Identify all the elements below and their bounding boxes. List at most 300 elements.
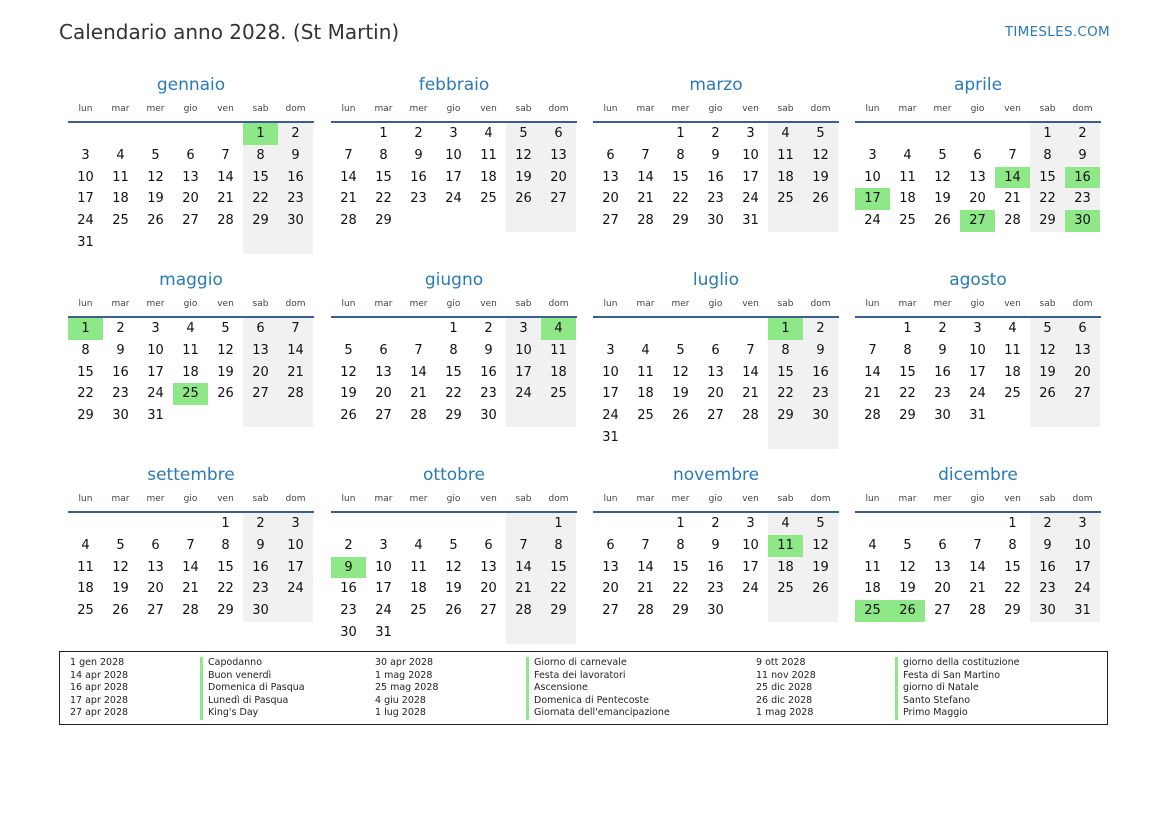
week-row: [68, 600, 314, 622]
day-cell: 28: [410, 408, 427, 424]
day-cell: 14: [969, 559, 986, 575]
month-maggio: [68, 269, 314, 427]
weekday-label: mer: [146, 104, 165, 114]
empty-cell: [768, 600, 803, 622]
weekday-label: mar: [898, 494, 917, 504]
empty-cell: [925, 513, 960, 535]
weekday-label: sab: [1039, 299, 1056, 309]
day-cell: 22: [1004, 581, 1021, 597]
day-cell: 14: [506, 557, 541, 579]
day-cell: 16: [480, 364, 497, 380]
empty-cell: [173, 405, 208, 427]
day-cell: 22: [243, 188, 278, 210]
empty-cell: [995, 405, 1030, 427]
legend-holiday-name: Santo Stefano: [903, 694, 971, 706]
empty-cell: [960, 513, 995, 535]
day-cell: 1: [676, 516, 685, 531]
day-cell: 5: [506, 123, 541, 145]
day-cell: 8: [676, 537, 685, 553]
weekday-label: ven: [480, 494, 497, 504]
weekday-label: mar: [636, 104, 655, 114]
week-row: [593, 188, 839, 210]
legend-date: 25 dic 2028: [756, 682, 813, 694]
day-cell: 15: [217, 559, 234, 575]
day-cell: 27: [541, 188, 576, 210]
weekday-label: gio: [970, 104, 985, 114]
month-name: luglio: [692, 270, 740, 290]
day-cell: 1: [1030, 123, 1065, 145]
day-cell: 6: [973, 147, 982, 163]
legend-holiday-name: Giorno di carnevale: [534, 657, 627, 668]
day-cell: 15: [1004, 559, 1021, 575]
day-cell: 8: [541, 535, 576, 557]
week-row: [855, 188, 1101, 210]
day-cell: 9: [331, 557, 366, 579]
weekday-label: mar: [898, 104, 917, 114]
legend-names: [903, 657, 1019, 720]
day-cell: 5: [938, 147, 947, 163]
day-cell: 5: [803, 123, 838, 145]
day-cell: 27: [707, 408, 724, 424]
day-cell: 1: [243, 123, 278, 145]
day-cell: 6: [938, 537, 947, 553]
month-name: marzo: [689, 75, 743, 95]
empty-cell: [593, 513, 628, 535]
day-cell: 2: [1065, 123, 1100, 145]
day-cell: 5: [903, 537, 912, 553]
day-cell: 22: [217, 581, 234, 597]
day-cell: 4: [641, 342, 650, 358]
day-cell: 15: [672, 559, 689, 575]
weekday-label: ven: [742, 494, 759, 504]
empty-cell: [803, 427, 838, 449]
day-cell: 23: [243, 578, 278, 600]
day-cell: 14: [637, 169, 654, 185]
day-cell: 10: [506, 340, 541, 362]
weekday-label: mar: [374, 494, 393, 504]
weekday-label: lun: [341, 494, 356, 504]
day-cell: 23: [340, 603, 357, 619]
day-cell: 10: [445, 147, 462, 163]
day-grid: [855, 123, 1101, 232]
empty-cell: [541, 622, 576, 644]
day-cell: 9: [1065, 145, 1100, 167]
day-cell: 9: [711, 147, 720, 163]
day-cell: 4: [768, 513, 803, 535]
day-grid: [593, 318, 839, 449]
day-cell: 2: [344, 537, 353, 553]
day-cell: 28: [278, 383, 313, 405]
day-cell: 25: [480, 191, 497, 207]
weekday-label: mar: [898, 299, 917, 309]
day-cell: 27: [960, 210, 995, 232]
weekday-label: ven: [217, 104, 234, 114]
weekday-header: [68, 104, 314, 119]
month-name: novembre: [672, 465, 760, 485]
day-cell: 30: [243, 600, 278, 622]
day-cell: 12: [672, 364, 689, 380]
week-row: [593, 318, 839, 340]
empty-cell: [925, 123, 960, 145]
day-cell: 27: [602, 213, 619, 229]
day-cell: 25: [768, 188, 803, 210]
weekday-label: sab: [1039, 104, 1056, 114]
day-cell: 29: [243, 210, 278, 232]
weekday-label: lun: [341, 104, 356, 114]
weekday-label: gio: [708, 104, 723, 114]
legend-names: [208, 657, 305, 720]
day-cell: 6: [541, 123, 576, 145]
day-cell: 21: [637, 581, 654, 597]
weekday-label: lun: [603, 104, 618, 114]
empty-cell: [506, 405, 541, 427]
empty-cell: [278, 405, 313, 427]
empty-cell: [960, 123, 995, 145]
day-cell: 24: [506, 383, 541, 405]
weekday-label: mer: [671, 494, 690, 504]
day-cell: 9: [414, 147, 423, 163]
week-row: [68, 557, 314, 579]
day-cell: 19: [445, 581, 462, 597]
day-cell: 19: [803, 167, 838, 189]
week-row: [331, 622, 577, 644]
day-cell: 7: [641, 147, 650, 163]
week-row: [855, 167, 1101, 189]
day-cell: 28: [217, 213, 234, 229]
day-cell: 17: [969, 364, 986, 380]
day-cell: 17: [506, 362, 541, 384]
weekday-label: dom: [810, 494, 831, 504]
day-cell: 14: [742, 364, 759, 380]
empty-cell: [401, 622, 436, 644]
empty-cell: [663, 427, 698, 449]
weekday-label: gio: [183, 494, 198, 504]
weekday-label: sab: [515, 494, 532, 504]
empty-cell: [803, 600, 838, 622]
empty-cell: [855, 318, 890, 340]
day-cell: 11: [410, 559, 427, 575]
weekday-label: dom: [1072, 299, 1093, 309]
weekday-label: sab: [777, 104, 794, 114]
empty-cell: [138, 513, 173, 535]
weekday-label: ven: [1004, 299, 1021, 309]
day-cell: 23: [410, 191, 427, 207]
day-cell: 21: [182, 581, 199, 597]
day-cell: 24: [969, 386, 986, 402]
weekday-label: lun: [78, 104, 93, 114]
day-cell: 14: [340, 169, 357, 185]
empty-cell: [208, 405, 243, 427]
day-cell: 8: [379, 147, 388, 163]
day-cell: 13: [934, 559, 951, 575]
empty-cell: [506, 622, 541, 644]
week-row: [855, 578, 1101, 600]
holiday-legend: [59, 651, 1108, 725]
day-cell: 30: [707, 603, 724, 619]
day-cell: 25: [173, 383, 208, 405]
week-row: [593, 383, 839, 405]
brand-link[interactable]: TIMESLES.COM: [1004, 24, 1110, 40]
weekday-label: sab: [515, 299, 532, 309]
day-cell: 19: [147, 191, 164, 207]
empty-cell: [278, 232, 313, 254]
weekday-label: mar: [111, 494, 130, 504]
month-name: settembre: [147, 465, 235, 485]
empty-cell: [103, 123, 138, 145]
day-cell: 23: [934, 386, 951, 402]
weekday-label: mer: [409, 299, 428, 309]
day-cell: 18: [899, 191, 916, 207]
weekday-label: dom: [285, 494, 306, 504]
day-cell: 16: [707, 559, 724, 575]
day-cell: 16: [410, 169, 427, 185]
week-row: [855, 318, 1101, 340]
day-cell: 13: [969, 169, 986, 185]
empty-cell: [768, 427, 803, 449]
day-cell: 30: [1065, 210, 1100, 232]
week-row: [855, 513, 1101, 535]
day-cell: 25: [112, 213, 129, 229]
day-cell: 6: [711, 342, 720, 358]
empty-cell: [1030, 405, 1065, 427]
day-cell: 19: [934, 191, 951, 207]
weekday-label: mar: [111, 104, 130, 114]
week-row: [855, 557, 1101, 579]
day-cell: 9: [116, 342, 125, 358]
day-cell: 5: [116, 537, 125, 553]
empty-cell: [1065, 405, 1100, 427]
day-cell: 6: [484, 537, 493, 553]
week-row: [855, 383, 1101, 405]
day-cell: 4: [186, 321, 195, 336]
week-row: [593, 557, 839, 579]
day-cell: 3: [278, 513, 313, 535]
weekday-label: gio: [446, 104, 461, 114]
day-cell: 31: [1065, 600, 1100, 622]
day-cell: 8: [1030, 145, 1065, 167]
day-cell: 20: [147, 581, 164, 597]
day-cell: 27: [602, 603, 619, 619]
day-cell: 28: [742, 408, 759, 424]
day-cell: 14: [995, 167, 1030, 189]
day-cell: 17: [1065, 557, 1100, 579]
day-cell: 23: [707, 581, 724, 597]
day-cell: 12: [445, 559, 462, 575]
legend-holiday-name: giorno di Natale: [903, 682, 979, 694]
day-cell: 31: [77, 234, 94, 250]
empty-cell: [733, 318, 768, 340]
day-cell: 25: [410, 603, 427, 619]
day-cell: 21: [278, 362, 313, 384]
day-cell: 17: [77, 191, 94, 207]
day-cell: 30: [707, 213, 724, 229]
week-row: [68, 362, 314, 384]
week-row: [331, 123, 577, 145]
day-cell: 9: [938, 342, 947, 358]
day-cell: 4: [116, 147, 125, 163]
day-cell: 3: [1065, 513, 1100, 535]
day-cell: 3: [973, 321, 982, 336]
day-cell: 17: [855, 188, 890, 210]
day-cell: 22: [77, 386, 94, 402]
weekday-label: mar: [111, 299, 130, 309]
empty-cell: [593, 123, 628, 145]
day-cell: 29: [672, 603, 689, 619]
day-cell: 10: [864, 169, 881, 185]
empty-cell: [698, 318, 733, 340]
weekday-label: mer: [409, 104, 428, 114]
day-cell: 24: [77, 213, 94, 229]
weekday-label: mer: [933, 494, 952, 504]
week-row: [855, 123, 1101, 145]
day-cell: 20: [602, 191, 619, 207]
empty-cell: [593, 318, 628, 340]
day-cell: 13: [1065, 340, 1100, 362]
week-row: [68, 123, 314, 145]
day-cell: 7: [186, 537, 195, 553]
day-cell: 11: [77, 559, 94, 575]
month-luglio: [593, 269, 839, 449]
day-cell: 22: [768, 383, 803, 405]
day-cell: 8: [449, 342, 458, 358]
weekday-label: sab: [777, 299, 794, 309]
page-title: Calendario anno 2028. (St Martin): [59, 20, 400, 44]
legend-holiday-name: Capodanno: [208, 657, 263, 668]
day-cell: 26: [803, 578, 838, 600]
empty-cell: [138, 232, 173, 254]
legend-date: 4 giu 2028: [375, 694, 426, 706]
day-cell: 12: [506, 145, 541, 167]
day-cell: 24: [445, 191, 462, 207]
day-cell: 30: [278, 210, 313, 232]
weekday-label: ven: [742, 299, 759, 309]
week-row: [855, 210, 1101, 232]
day-cell: 22: [672, 191, 689, 207]
day-cell: 26: [506, 188, 541, 210]
day-cell: 21: [864, 386, 881, 402]
empty-cell: [995, 123, 1030, 145]
empty-cell: [103, 513, 138, 535]
week-row: [593, 362, 839, 384]
day-cell: 24: [602, 408, 619, 424]
empty-cell: [243, 405, 278, 427]
day-cell: 26: [217, 386, 234, 402]
day-cell: 28: [340, 213, 357, 229]
day-cell: 18: [410, 581, 427, 597]
day-grid: [68, 318, 314, 427]
week-row: [331, 318, 577, 340]
month-dicembre: [855, 464, 1101, 622]
day-cell: 1: [768, 318, 803, 340]
legend-names: [534, 657, 670, 720]
day-cell: 25: [899, 213, 916, 229]
day-cell: 5: [221, 321, 230, 336]
day-cell: 14: [278, 340, 313, 362]
empty-cell: [138, 123, 173, 145]
day-cell: 27: [243, 383, 278, 405]
legend-holiday-name: Domenica di Pentecoste: [534, 694, 650, 706]
day-cell: 8: [903, 342, 912, 358]
weekday-label: dom: [548, 494, 569, 504]
week-row: [331, 383, 577, 405]
day-cell: 9: [1030, 535, 1065, 557]
legend-date: 11 nov 2028: [756, 669, 816, 681]
day-cell: 8: [243, 145, 278, 167]
day-cell: 27: [934, 603, 951, 619]
weekday-label: dom: [285, 104, 306, 114]
day-cell: 4: [768, 123, 803, 145]
day-cell: 5: [344, 342, 353, 358]
empty-cell: [208, 232, 243, 254]
day-cell: 2: [803, 318, 838, 340]
day-cell: 20: [375, 386, 392, 402]
week-row: [331, 188, 577, 210]
day-cell: 1: [221, 516, 230, 531]
week-row: [593, 427, 839, 449]
day-cell: 7: [868, 342, 877, 358]
day-cell: 21: [340, 191, 357, 207]
week-row: [68, 145, 314, 167]
day-grid: [331, 318, 577, 427]
day-cell: 31: [147, 408, 164, 424]
legend-marker: [200, 657, 203, 720]
day-cell: 30: [803, 405, 838, 427]
month-marzo: [593, 74, 839, 232]
weekday-label: ven: [217, 299, 234, 309]
day-cell: 24: [742, 581, 759, 597]
weekday-header: [593, 104, 839, 119]
day-cell: 16: [1030, 557, 1065, 579]
day-cell: 18: [637, 386, 654, 402]
empty-cell: [890, 123, 925, 145]
weekday-label: lun: [78, 494, 93, 504]
week-row: [593, 167, 839, 189]
week-row: [68, 210, 314, 232]
day-cell: 18: [182, 364, 199, 380]
week-row: [68, 513, 314, 535]
week-row: [331, 210, 577, 232]
week-row: [593, 340, 839, 362]
day-cell: 13: [541, 145, 576, 167]
day-cell: 5: [803, 513, 838, 535]
day-cell: 3: [868, 147, 877, 163]
day-cell: 15: [77, 364, 94, 380]
day-cell: 6: [606, 537, 615, 553]
empty-cell: [68, 123, 103, 145]
day-cell: 27: [147, 603, 164, 619]
legend-date: 25 mag 2028: [375, 682, 439, 694]
weekday-header: [855, 104, 1101, 119]
week-row: [593, 513, 839, 535]
day-cell: 29: [1030, 210, 1065, 232]
day-cell: 6: [1065, 318, 1100, 340]
empty-cell: [401, 318, 436, 340]
weekday-label: gio: [446, 494, 461, 504]
day-cell: 5: [151, 147, 160, 163]
week-row: [68, 535, 314, 557]
empty-cell: [628, 513, 663, 535]
day-cell: 31: [742, 213, 759, 229]
day-cell: 22: [1030, 188, 1065, 210]
legend-dates: [70, 657, 128, 720]
month-name: agosto: [949, 270, 1007, 290]
day-grid: [855, 513, 1101, 622]
weekday-label: ven: [1004, 104, 1021, 114]
month-aprile: [855, 74, 1101, 232]
empty-cell: [331, 123, 366, 145]
day-cell: 2: [243, 513, 278, 535]
empty-cell: [471, 210, 506, 232]
